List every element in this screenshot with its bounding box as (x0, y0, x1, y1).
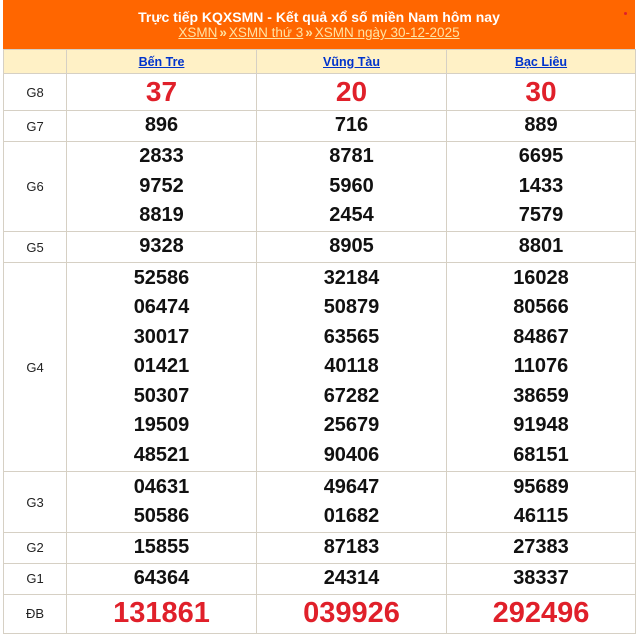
prize-row-db (4, 594, 636, 633)
prize-label: G3 (4, 472, 67, 533)
result-cell (67, 533, 257, 564)
result-number: 7579 (518, 204, 564, 227)
result-number: 63565 (323, 325, 380, 348)
result-number: 8819 (139, 204, 184, 227)
result-number: 38659 (513, 384, 569, 407)
result-number: 95689 (513, 475, 569, 498)
result-number: 16028 (513, 266, 569, 289)
result-number: 25679 (323, 414, 380, 437)
result-cell (257, 533, 447, 564)
result-number: 84867 (513, 325, 569, 348)
result-number: 67282 (323, 384, 380, 407)
result-cell (447, 111, 636, 142)
result-cell (67, 263, 257, 472)
results-table (3, 49, 636, 634)
result-number: 06474 (133, 296, 190, 319)
prize-label: G4 (4, 263, 67, 472)
prize-row-g3 (4, 472, 636, 533)
result-cell (67, 594, 257, 633)
result-cell (257, 563, 447, 594)
result-number: 1433 (518, 174, 564, 197)
province-link-bac-lieu[interactable]: Bạc Liêu (514, 54, 568, 69)
province-header-row (4, 50, 636, 74)
breadcrumb-xsmn[interactable]: XSMN (178, 25, 218, 40)
prize-label-header (4, 50, 67, 74)
breadcrumb-xsmn-date[interactable]: XSMN ngày 30-12-2025 (314, 25, 460, 40)
result-number: 32184 (323, 266, 380, 289)
breadcrumb (3, 25, 635, 41)
result-number: 2833 (139, 145, 184, 168)
result-cell (67, 142, 257, 232)
result-number: 50586 (133, 505, 190, 527)
result-number: 04631 (133, 475, 190, 498)
result-cell (447, 533, 636, 564)
result-number: 80566 (513, 296, 569, 319)
prize-row-g7 (4, 111, 636, 142)
result-number: 01682 (323, 505, 380, 527)
result-cell (257, 594, 447, 633)
result-cell (447, 472, 636, 533)
prize-label: G8 (4, 74, 67, 111)
result-cell (67, 563, 257, 594)
result-number: 30 (525, 76, 557, 108)
result-cell (257, 263, 447, 472)
result-number: 91948 (513, 414, 569, 437)
result-cell (67, 472, 257, 533)
result-number: 27383 (513, 536, 569, 558)
breadcrumb-separator: » (219, 25, 227, 40)
results-header (3, 0, 635, 49)
result-number: 6695 (518, 145, 564, 168)
result-cell (257, 111, 447, 142)
result-number: 15855 (133, 536, 190, 558)
result-cell (67, 232, 257, 263)
result-number: 889 (524, 114, 558, 137)
result-number: 039926 (303, 596, 400, 629)
result-cell (447, 594, 636, 633)
result-number: 68151 (513, 443, 569, 466)
province-header (67, 50, 257, 74)
prize-label: G1 (4, 563, 67, 594)
result-number: 40118 (324, 355, 379, 378)
result-number: 48521 (133, 443, 190, 466)
result-number: 87183 (323, 536, 380, 558)
province-header (447, 50, 636, 74)
province-header (257, 50, 447, 74)
result-number: 2454 (329, 204, 374, 227)
result-cell (67, 111, 257, 142)
prize-row-g4 (4, 263, 636, 472)
result-cell (257, 232, 447, 263)
result-number: 52586 (133, 266, 190, 289)
prize-row-g8 (4, 74, 636, 111)
live-indicator-icon (624, 12, 627, 15)
prize-row-g6 (4, 142, 636, 232)
result-number: 64364 (133, 566, 190, 589)
result-number: 46115 (513, 505, 569, 527)
result-number: 19509 (133, 414, 190, 437)
result-cell (257, 74, 447, 111)
prize-label: G6 (4, 142, 67, 232)
prize-row-g1 (4, 563, 636, 594)
result-cell (447, 74, 636, 111)
breadcrumb-xsmn-weekday[interactable]: XSMN thứ 3 (228, 25, 304, 40)
result-number: 37 (145, 76, 178, 108)
breadcrumb-separator: » (305, 25, 313, 40)
result-number: 50307 (133, 384, 190, 407)
result-number: 9752 (139, 174, 184, 197)
result-number: 20 (335, 76, 368, 108)
result-number: 50879 (323, 296, 380, 319)
province-link-vung-tau[interactable]: Vũng Tàu (323, 54, 380, 69)
result-number: 30017 (133, 325, 190, 348)
result-number: 8781 (329, 145, 374, 168)
prize-label: G2 (4, 533, 67, 564)
result-number: 716 (334, 114, 369, 137)
result-number: 8801 (518, 235, 564, 258)
prize-row-g5 (4, 232, 636, 263)
result-number: 24314 (323, 566, 380, 589)
result-cell (447, 142, 636, 232)
result-cell (67, 74, 257, 111)
result-cell (257, 472, 447, 533)
result-cell (447, 563, 636, 594)
result-number: 38337 (513, 566, 569, 589)
result-number: 5960 (329, 174, 374, 197)
lottery-results-widget (3, 0, 635, 634)
result-number: 292496 (492, 596, 590, 629)
prize-label: ĐB (4, 594, 67, 633)
result-number: 01421 (133, 355, 190, 378)
result-number: 11076 (513, 355, 569, 378)
result-number: 49647 (323, 475, 380, 498)
result-number: 90406 (323, 443, 380, 466)
page-title: Trực tiếp KQXSMN - Kết quả xổ số miền Nam hôm nay (138, 9, 500, 25)
result-number: 896 (144, 114, 179, 137)
province-link-ben-tre[interactable]: Bến Tre (138, 54, 185, 69)
prize-label: G7 (4, 111, 67, 142)
result-cell (257, 142, 447, 232)
result-number: 9328 (139, 235, 184, 258)
result-number: 8905 (329, 235, 374, 258)
result-cell (447, 232, 636, 263)
prize-row-g2 (4, 533, 636, 564)
result-cell (447, 263, 636, 472)
result-number: 131861 (113, 596, 210, 629)
prize-label: G5 (4, 232, 67, 263)
